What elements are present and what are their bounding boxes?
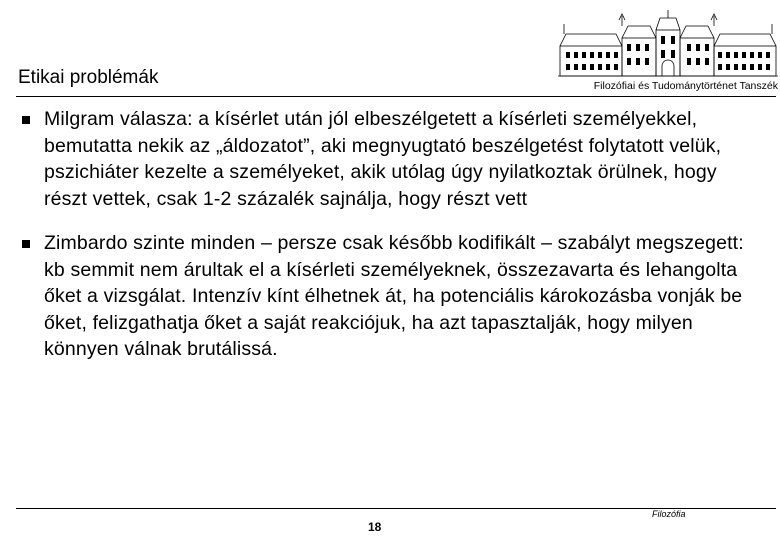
bullet-text: Milgram válasza: a kísérlet után jól elbeszélgetett a kísérleti személyekkel, bemutatta nekik az „áldozatot”, aki megnyugtató beszélgetést folytatott velük, pszichiáter kezelte a személyeket, akik utólag úgy nyilatkoztak örülnek, hogy részt vettek, csak 1-2 százalék sajnálja, hogy részt vett xyxy=(44,108,722,210)
bullet-text: Zimbardo szinte minden – persze csak később kodifikált – szabályt megszegett: kb semmit nem árultak el a kísérleti személyeknek, összezavarta és lehangolta őket a vizsgálat. Intenzív kínt élhetnek át, ha potenciális károkozásba vonják be őket, felizgathatja őket a saját reakciójuk, ha azt tapasztalják, hogy milyen könnyen válnak brutálissá. xyxy=(44,232,744,360)
department-name: Filozófiai és Tudománytörténet Tanszék xyxy=(593,80,778,92)
square-bullet-icon xyxy=(22,240,30,248)
bullet-item xyxy=(22,230,762,363)
department-logo xyxy=(556,8,780,94)
university-building-icon xyxy=(556,8,780,80)
page-number: 18 xyxy=(368,520,382,534)
header-divider xyxy=(16,96,776,97)
footer-label: Filozófia xyxy=(652,509,686,519)
bullet-list xyxy=(22,106,762,381)
bullet-item xyxy=(22,106,762,212)
square-bullet-icon xyxy=(22,116,30,124)
slide-title: Etikai problémák xyxy=(18,67,159,88)
